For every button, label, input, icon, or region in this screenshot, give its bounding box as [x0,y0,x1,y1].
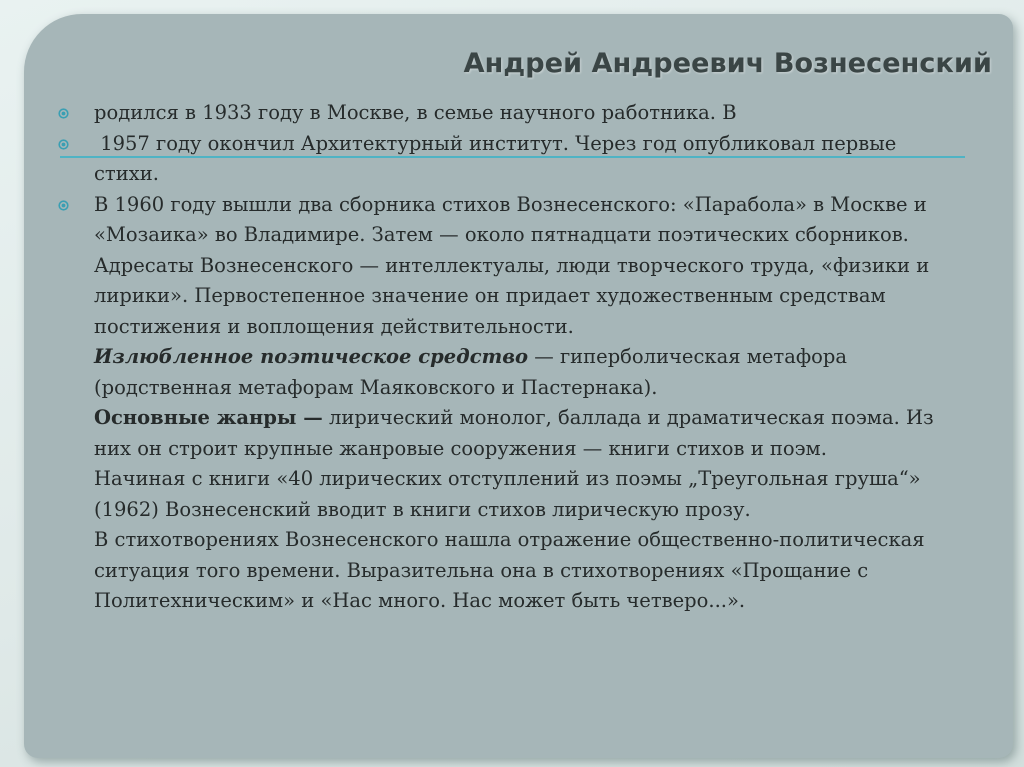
slide-body [58,98,958,617]
paragraph-lead: Основные жанры — [94,406,323,429]
slide-title: Андрей Андреевич Вознесенский [463,48,992,79]
ring-bullet-icon [58,139,69,150]
bullet-text: В 1960 году вышли два сборника стихов Вознесенского: «Парабола» в Москве и «Мозаика» во Владимире. Затем — около пятнадцати поэтических сборников. [94,192,927,246]
bullet-item-birth [58,98,958,129]
bullet-item-education [58,129,958,190]
paragraph-lead: Излюбленное поэтическое средство [94,345,529,368]
paragraph-genres [94,403,958,464]
paragraph-audience: Адресаты Вознесенского — интеллектуалы, люди творческого труда, «физики и лирики». Первостепенное значение он придает художественным средствам постижения и воплощения действительности. [94,253,930,338]
ring-bullet-icon [58,200,69,211]
paragraph-prose: Начиная с книги «40 лирических отступлений из поэмы „Треугольная груша“» (1962) Вознесенский вводит в книги стихов лирическую прозу. [94,467,921,521]
bullet-text: родился в 1933 году в Москве, в семье научного работника. В [94,101,737,124]
paragraph-poetic-device [94,342,958,403]
paragraph-politics: В стихотворениях Вознесенского нашла отражение общественно-политическая ситуация того времени. Выразительна она в стихотворениях «Прощание с Политехническим» и «Нас много. Нас может быть четверо...». [94,528,925,612]
paragraph-text: — гиперболическая метафора (родственная метафорам Маяковского и Пастернака). [94,345,847,399]
bullet-text: 1957 году окончил Архитектурный институт. Через год опубликовал первые стихи. [94,131,903,185]
bullet-item-career [58,190,958,617]
ring-bullet-icon [58,108,69,119]
paragraph-text: лирический монолог, баллада и драматическая поэма. Из них он строит крупные жанровые сооружения — книги стихов и поэм. [94,406,934,460]
